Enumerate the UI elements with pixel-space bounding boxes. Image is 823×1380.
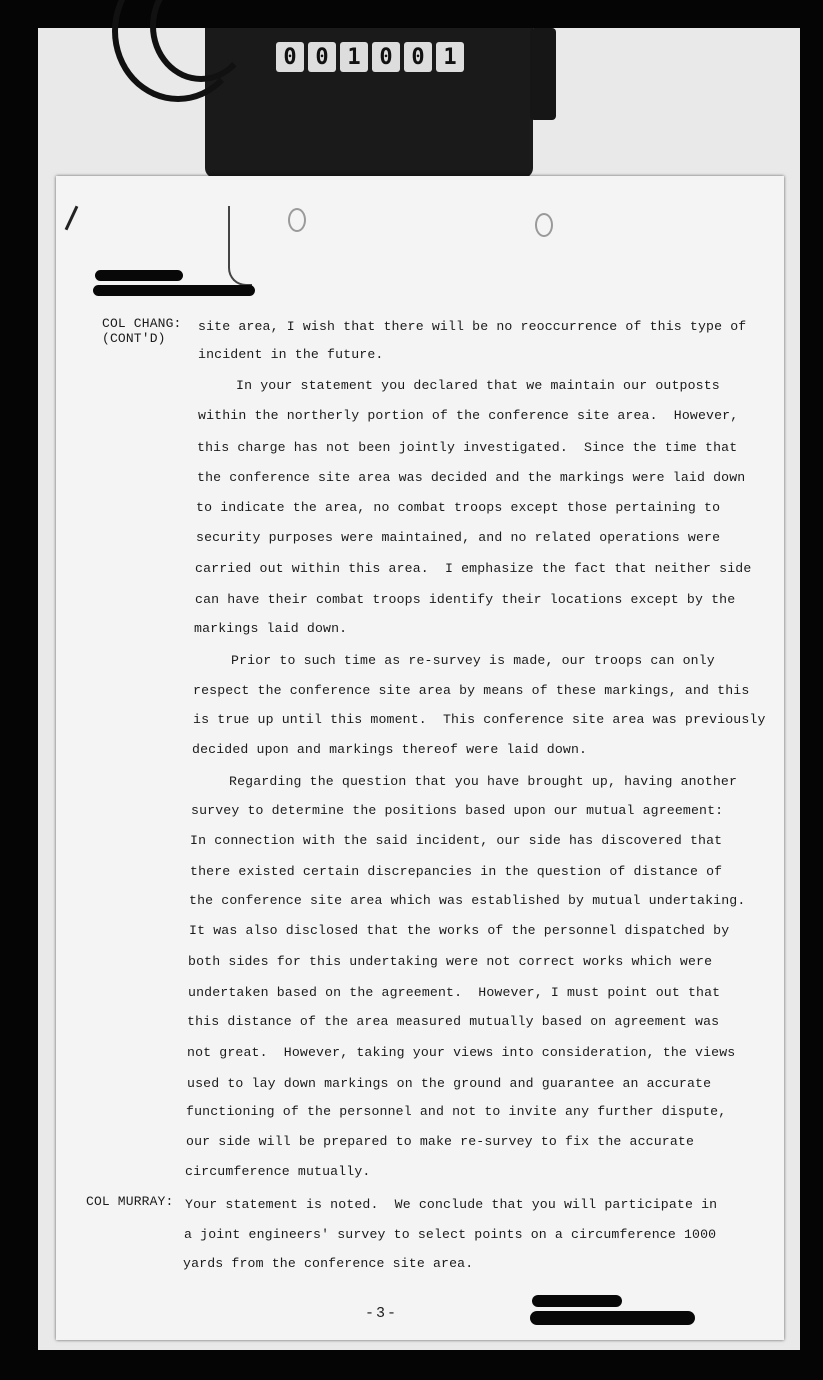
counter-digit: 1 bbox=[436, 42, 464, 72]
text-line: can have their combat troops identify their locations except by the bbox=[195, 592, 736, 607]
counter-digit: 0 bbox=[276, 42, 304, 72]
page-counter-device bbox=[205, 28, 533, 178]
text-line: this charge has not been jointly investigated. Since the time that bbox=[197, 440, 738, 455]
stray-mark bbox=[228, 206, 252, 286]
text-line: is true up until this moment. This conference site area was previously bbox=[193, 712, 766, 727]
text-line: functioning of the personnel and not to invite any further dispute, bbox=[186, 1104, 727, 1119]
punch-hole bbox=[535, 213, 553, 237]
text-line: decided upon and markings thereof were laid down. bbox=[192, 742, 588, 757]
text-line: this distance of the area measured mutually based on agreement was bbox=[187, 1014, 720, 1029]
text-line: the conference site area which was established by mutual undertaking. bbox=[189, 893, 746, 908]
text-line: survey to determine the positions based upon our mutual agreement: bbox=[191, 803, 724, 818]
counter-digit: 1 bbox=[340, 42, 368, 72]
text-line: to indicate the area, no combat troops except those pertaining to bbox=[196, 500, 721, 515]
text-line: Your statement is noted. We conclude that you will participate in bbox=[185, 1197, 718, 1212]
text-line: a joint engineers' survey to select points on a circumference 1000 bbox=[184, 1227, 717, 1242]
counter-digit: 0 bbox=[372, 42, 400, 72]
text-line: In connection with the said incident, our side has discovered that bbox=[190, 833, 723, 848]
text-line: It was also disclosed that the works of the personnel dispatched by bbox=[189, 923, 730, 938]
document-page bbox=[56, 176, 784, 1340]
counter-digit: 0 bbox=[404, 42, 432, 72]
speaker-label: COL MURRAY: bbox=[86, 1194, 174, 1209]
text-line: markings laid down. bbox=[194, 621, 348, 636]
punch-hole bbox=[288, 208, 306, 232]
text-line: incident in the future. bbox=[198, 347, 384, 362]
text-line: Prior to such time as re-survey is made, our troops can only bbox=[231, 653, 715, 668]
text-line: both sides for this undertaking were not correct works which were bbox=[188, 954, 713, 969]
text-line: In your statement you declared that we maintain our outposts bbox=[236, 378, 720, 393]
redaction-bar bbox=[532, 1295, 622, 1307]
redaction-bar bbox=[95, 270, 183, 281]
text-line: there existed certain discrepancies in the question of distance of bbox=[190, 864, 723, 879]
text-line: yards from the conference site area. bbox=[183, 1256, 474, 1271]
text-line: undertaken based on the agreement. However, I must point out that bbox=[188, 985, 721, 1000]
speaker-label: COL CHANG: (CONT'D) bbox=[102, 316, 182, 346]
text-line: the conference site area was decided and the markings were laid down bbox=[197, 470, 746, 485]
clip-bar bbox=[530, 28, 556, 120]
text-line: Regarding the question that you have brought up, having another bbox=[229, 774, 738, 789]
page-number: -3- bbox=[365, 1305, 399, 1322]
counter-display bbox=[265, 36, 475, 78]
text-line: circumference mutually. bbox=[185, 1164, 371, 1179]
counter-digit: 0 bbox=[308, 42, 336, 72]
text-line: used to lay down markings on the ground and guarantee an accurate bbox=[187, 1076, 712, 1091]
text-line: respect the conference site area by means of these markings, and this bbox=[193, 683, 750, 698]
text-line: carried out within this area. I emphasize the fact that neither side bbox=[195, 561, 752, 576]
text-line: not great. However, taking your views into consideration, the views bbox=[187, 1045, 736, 1060]
text-line: within the northerly portion of the conference site area. However, bbox=[198, 408, 739, 423]
text-line: security purposes were maintained, and no related operations were bbox=[196, 530, 721, 545]
redaction-bar bbox=[530, 1311, 695, 1325]
redaction-bar bbox=[93, 285, 255, 296]
text-line: site area, I wish that there will be no reoccurrence of this type of bbox=[198, 319, 747, 334]
text-line: our side will be prepared to make re-survey to fix the accurate bbox=[186, 1134, 695, 1149]
